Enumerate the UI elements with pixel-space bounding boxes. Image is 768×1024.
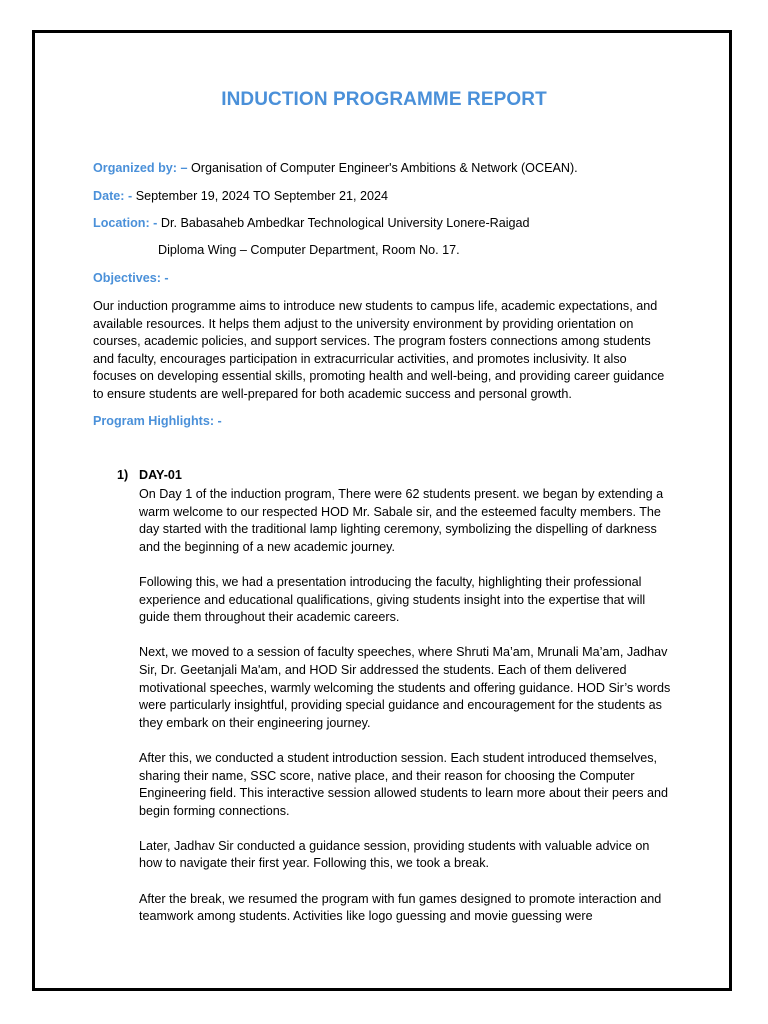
day-paragraph: After the break, we resumed the program with fun games designed to promote interaction and teamwork among students. Activities like logo guessing and movie guessing were bbox=[139, 891, 662, 924]
date-value: September 19, 2024 TO September 21, 2024 bbox=[135, 189, 388, 203]
report-title: INDUCTION PROGRAMME REPORT bbox=[221, 89, 547, 110]
location-row bbox=[93, 216, 530, 230]
location-line1: Dr. Babasaheb Ambedkar Technological University Lonere-Raigad bbox=[160, 216, 530, 230]
day-number: 1) bbox=[117, 468, 129, 482]
organized-by-value: Organisation of Computer Engineer's Ambitions & Network (OCEAN). bbox=[190, 161, 578, 175]
day-paragraph: Following this, we had a presentation introducing the faculty, highlighting their professional experience and educational qualifications, giving students insight into the expertise that will guide them throughout their academic careers. bbox=[139, 574, 646, 625]
day-paragraph: Next, we moved to a session of faculty speeches, where Shruti Ma’am, Mrunali Ma’am, Jadhav Sir, Dr. Geetanjali Ma'am, and HOD Sir addressed the students. Each of them delivered motivational speeches, warmly welcoming the students and offering guidance. HOD Sir’s words were particularly insightful, providing special guidance and encouragement for the students as they embark on their engineering journey. bbox=[139, 645, 671, 730]
day-paragraph: After this, we conducted a student introduction session. Each student introduced themselves, sharing their name, SSC score, native place, and their reason for choosing the Computer Engineering field. This interactive session allowed students to learn more about their peers and begin forming connections. bbox=[139, 750, 669, 818]
highlights-label: Program Highlights: - bbox=[93, 414, 222, 428]
organized-by-label: Organized by: – bbox=[93, 161, 188, 175]
date-row bbox=[93, 189, 388, 203]
day-title: DAY-01 bbox=[139, 468, 182, 482]
day-heading bbox=[93, 468, 683, 486]
day-body bbox=[139, 486, 675, 926]
objectives-text: Our induction programme aims to introduce new students to campus life, academic expectations, and available resources. It helps them adjust to the university environment by providing orientation on courses, academic policies, and support services. The program fosters connections among students and faculty, encourages participation in extracurricular activities, and promotes inclusivity. It also focuses on developing essential skills, promoting health and well-being, and providing career guidance to ensure students are well-prepared for both academic success and personal growth. bbox=[93, 299, 665, 401]
organized-by-row bbox=[93, 161, 578, 175]
date-label: Date: - bbox=[93, 189, 133, 203]
day-item bbox=[93, 468, 683, 926]
day-paragraph: Later, Jadhav Sir conducted a guidance session, providing students with valuable advice on how to navigate their first year. Following this, we took a break. bbox=[139, 838, 650, 871]
highlights-list bbox=[93, 468, 683, 943]
objectives-label: Objectives: - bbox=[93, 271, 169, 285]
day-paragraph: On Day 1 of the induction program, There were 62 students present. we began by extending a warm welcome to our respected HOD Mr. Sabale sir, and the esteemed faculty members. The day started with the traditional lamp lighting ceremony, symbolizing the dispelling of darkness and the beginning of a new academic journey. bbox=[139, 487, 664, 554]
location-label: Location: - bbox=[93, 216, 158, 230]
location-line2: Diploma Wing – Computer Department, Room No. 17. bbox=[158, 243, 460, 257]
